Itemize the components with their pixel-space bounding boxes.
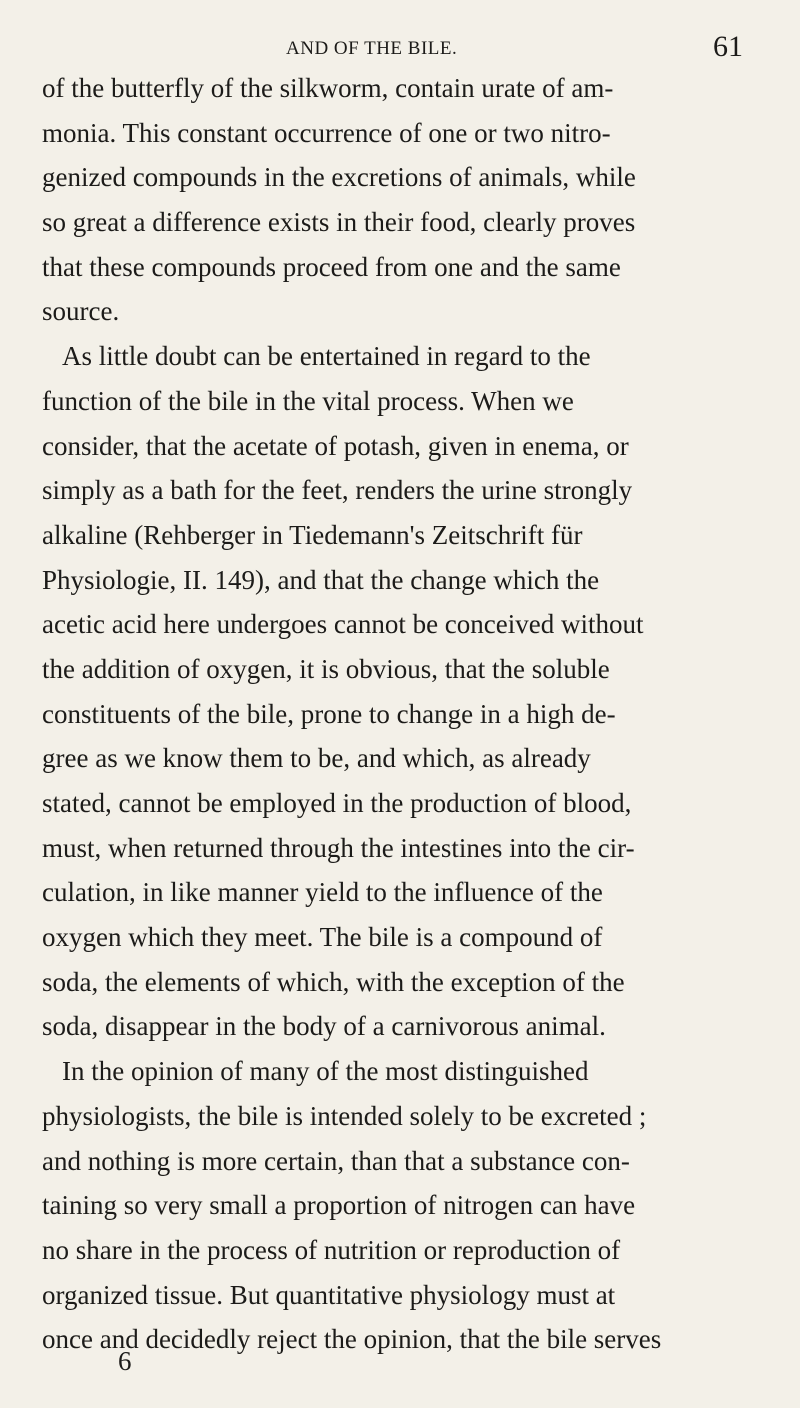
page-number: 61 [713,30,743,63]
text-line: genized compounds in the excretions of animals, while [42,162,636,193]
text-line: In the opinion of many of the most distinguished [62,1056,589,1087]
text-line: no share in the process of nutrition or reproduction of [42,1234,621,1265]
signature-mark: 6 [118,1346,132,1376]
text-line: the addition of oxygen, it is obvious, that the soluble [42,653,610,684]
text-line: source. [42,296,120,327]
text-line: so great a difference exists in their food, clearly proves [42,207,636,238]
text-line: alkaline (Rehberger in Tiedemann's Zeitschrift für [42,519,583,550]
text-line: function of the bile in the vital process. When we [42,385,574,416]
text-line: culation, in like manner yield to the influence of the [42,877,603,908]
text-line: that these compounds proceed from one and the same [42,251,621,282]
text-line: must, when returned through the intestines into the cir- [42,832,635,863]
text-line: organized tissue. But quantitative physiology must at [42,1279,616,1310]
text-line: stated, cannot be employed in the production of blood, [42,788,632,818]
running-header: AND OF THE BILE. [286,38,458,59]
text-line: once and decidedly reject the opinion, that the bile serves [42,1324,662,1355]
text-line: monia. This constant occurrence of one or two nitro- [42,117,611,148]
text-line: soda, disappear in the body of a carnivorous animal. [42,1011,606,1042]
text-line: constituents of the bile, prone to change in a high de- [42,698,616,729]
text-line: As little doubt can be entertained in regard to the [62,341,591,372]
text-line: simply as a bath for the feet, renders the urine strongly [42,475,633,506]
text-line: gree as we know them to be, and which, as already [42,743,591,774]
text-line: and nothing is more certain, than that a substance con- [42,1145,630,1176]
text-line: Physiologie, II. 149), and that the change which the [42,564,600,595]
text-line: taining so very small a proportion of nitrogen can have [42,1190,636,1221]
text-line: consider, that the acetate of potash, given in enema, or [42,430,629,461]
text-line: soda, the elements of which, with the exception of the [42,966,625,997]
text-line: acetic acid here undergoes cannot be conceived without [42,609,644,640]
body-text [42,66,762,1362]
text-line: oxygen which they meet. The bile is a compound of [42,922,603,953]
text-line: physiologists, the bile is intended solely to be excreted ; [42,1100,647,1131]
text-line: of the butterfly of the silkworm, contain urate of am- [42,73,614,103]
